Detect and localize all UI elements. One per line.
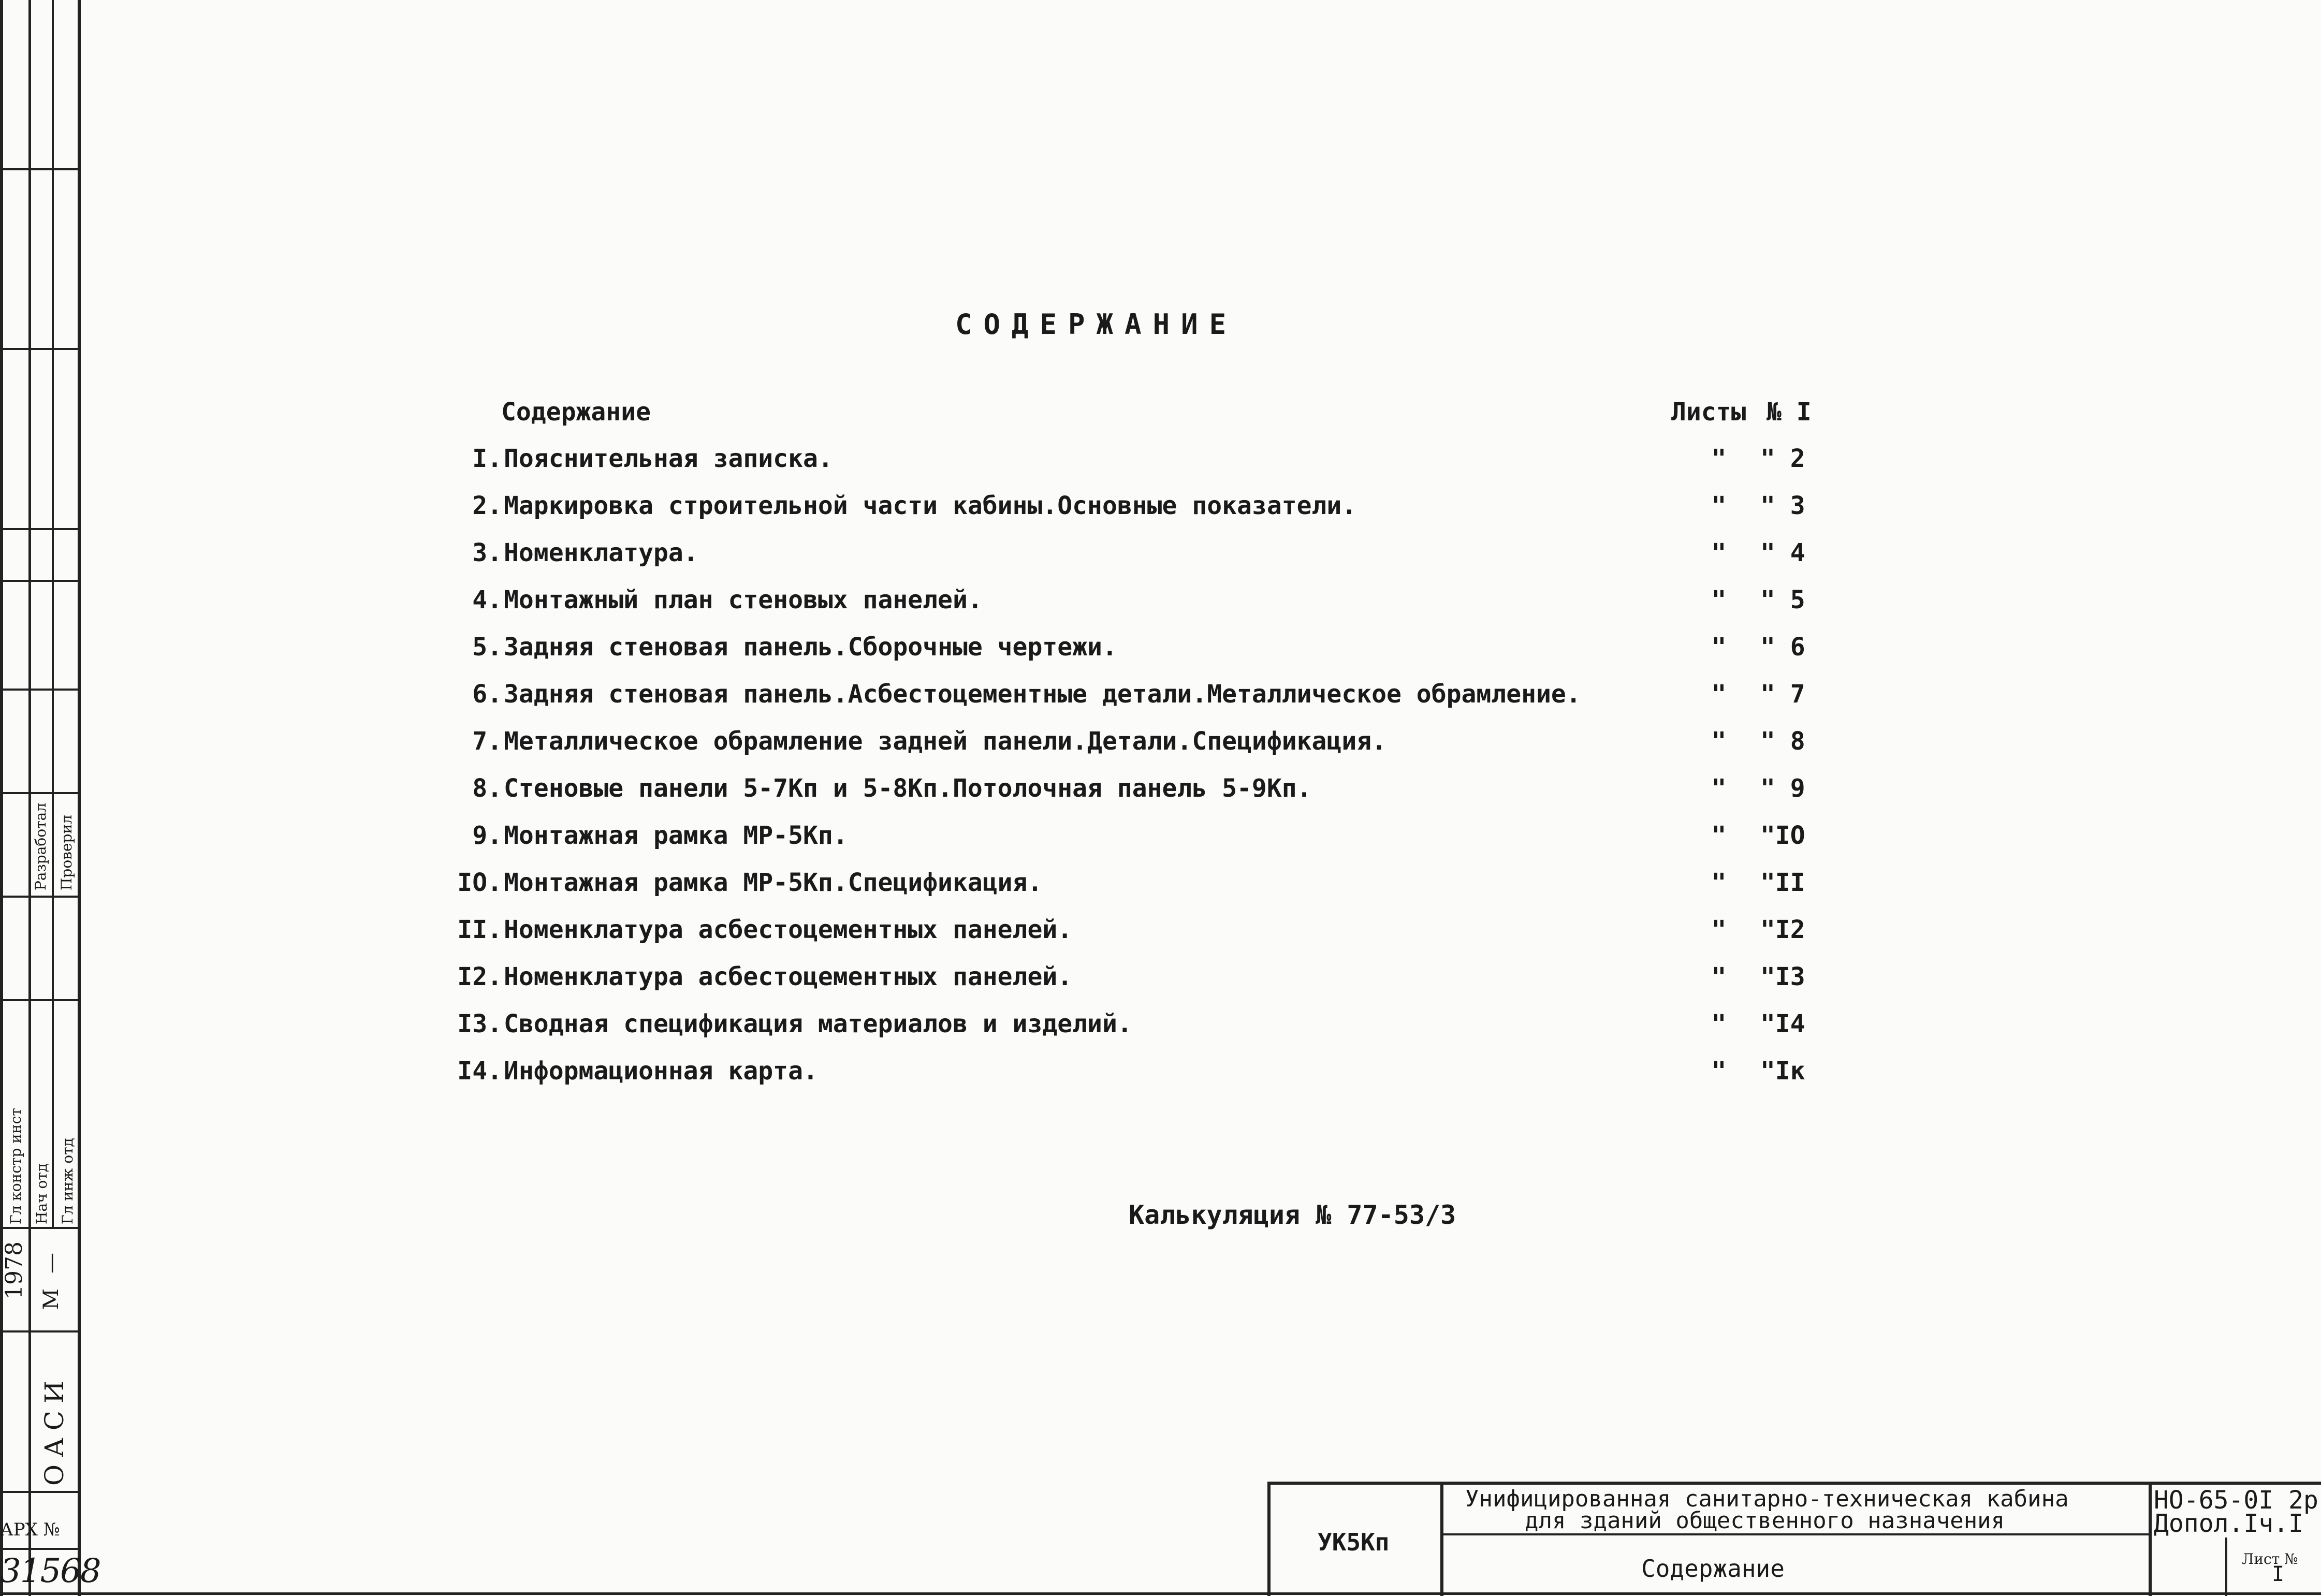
margin-gl-konstr: Гл констр инст: [7, 1108, 24, 1224]
item-sheet: " 3: [1760, 491, 1805, 520]
title-block-sheet-label: Лист №: [2242, 1550, 2298, 1568]
margin-m-label: М: [39, 1288, 63, 1310]
item-sheet: "II: [1760, 868, 1805, 897]
item-number: II.: [457, 915, 502, 944]
item-sheet: " 9: [1760, 774, 1805, 803]
title-block-sheet-number: I: [2272, 1562, 2285, 1586]
item-text: Металлическое обрамление задней панели.Детали.Спецификация.: [504, 727, 1387, 756]
item-text: Задняя стеновая панель.Сборочные чертежи.: [504, 633, 1117, 662]
item-ditto: ": [1711, 774, 1727, 803]
item-sheet: " 6: [1760, 633, 1805, 662]
item-number: 8.: [472, 774, 502, 803]
margin-arch-label: АРХ №: [0, 1519, 60, 1540]
title-block-doc-sub: Допол.Iч.I: [2154, 1509, 2303, 1538]
title-block-sheet-title: Содержание: [1641, 1555, 1785, 1583]
calculation-number: Калькуляция № 77-53/3: [1129, 1200, 1456, 1230]
item-ditto: ": [1711, 680, 1727, 709]
item-text: Пояснительная записка.: [504, 444, 833, 473]
item-number: 9.: [472, 821, 502, 850]
item-ditto: ": [1711, 633, 1727, 662]
item-sheet: " 7: [1760, 680, 1805, 709]
item-ditto: ": [1711, 1057, 1727, 1086]
margin-arch-no: 31568: [0, 1552, 100, 1590]
page-title: СОДЕРЖАНИЕ: [955, 308, 1238, 341]
item-number: 4.: [472, 585, 502, 614]
item-ditto: ": [1711, 491, 1727, 520]
item-text: Монтажная рамка МР-5Кп.: [504, 821, 848, 850]
item-text: Маркировка строительной части кабины.Основные показатели.: [504, 491, 1357, 520]
title-block-doc-code: НО-65-0I 2р: [2154, 1486, 2318, 1515]
item-ditto: ": [1711, 1009, 1727, 1038]
item-ditto: ": [1711, 727, 1727, 756]
item-number: 6.: [472, 680, 502, 709]
item-sheet: "I2: [1760, 915, 1805, 944]
header-sheets-label: Листы: [1671, 398, 1746, 427]
item-sheet: " 2: [1760, 444, 1805, 473]
margin-dash: —: [39, 1253, 63, 1273]
item-number: 7.: [472, 727, 502, 756]
item-sheet: " 4: [1760, 538, 1805, 567]
item-number: I2.: [457, 962, 502, 991]
item-ditto: ": [1711, 868, 1727, 897]
title-block-code: УК5Кп: [1318, 1528, 1390, 1556]
item-number: 5.: [472, 633, 502, 662]
item-ditto: ": [1711, 915, 1727, 944]
item-text: Номенклатура асбестоцементных панелей.: [504, 915, 1073, 944]
item-number: I4.: [457, 1057, 502, 1086]
item-sheet: "IO: [1760, 821, 1805, 850]
item-text: Информационная карта.: [504, 1057, 818, 1086]
item-ditto: ": [1711, 585, 1727, 614]
item-text: Стеновые панели 5-7Кп и 5-8Кп.Потолочная панель 5-9Кп.: [504, 774, 1312, 803]
margin-nach-otd: Нач отд: [33, 1163, 50, 1224]
item-text: Номенклатура.: [504, 538, 698, 567]
item-sheet: " 5: [1760, 585, 1805, 614]
item-sheet: "I3: [1760, 962, 1805, 991]
margin-razrabotal: Разработал: [32, 802, 49, 890]
item-sheet: "Iк: [1760, 1057, 1805, 1086]
item-number: 3.: [472, 538, 502, 567]
item-text: Задняя стеновая панель.Асбестоцементные детали.Металлическое обрамление.: [504, 680, 1581, 709]
margin-oasi: ОАСИ: [39, 1373, 69, 1486]
margin-gl-inzh: Гл инж отд: [59, 1138, 76, 1224]
item-number: IO.: [457, 868, 502, 897]
item-number: 2.: [472, 491, 502, 520]
header-number-label: № I: [1767, 398, 1812, 427]
item-number: I3.: [457, 1009, 502, 1038]
item-ditto: ": [1711, 962, 1727, 991]
title-block-name-line2: для зданий общественного назначения: [1525, 1507, 2005, 1534]
item-number: I.: [472, 444, 502, 473]
item-ditto: ": [1711, 444, 1727, 473]
item-sheet: "I4: [1760, 1009, 1805, 1038]
item-ditto: ": [1711, 538, 1727, 567]
item-text: Монтажный план стеновых панелей.: [504, 585, 983, 614]
header-content-label: Содержание: [501, 398, 651, 427]
item-ditto: ": [1711, 821, 1727, 850]
item-text: Сводная спецификация материалов и изделий.: [504, 1009, 1132, 1038]
item-sheet: " 8: [1760, 727, 1805, 756]
item-text: Номенклатура асбестоцементных панелей.: [504, 962, 1073, 991]
title-block-name-line1: Унифицированная санитарно-техническая кабина: [1465, 1486, 2069, 1512]
margin-proveril: Проверил: [58, 815, 75, 890]
margin-year: 1978: [1, 1241, 27, 1299]
item-text: Монтажная рамка МР-5Кп.Спецификация.: [504, 868, 1043, 897]
